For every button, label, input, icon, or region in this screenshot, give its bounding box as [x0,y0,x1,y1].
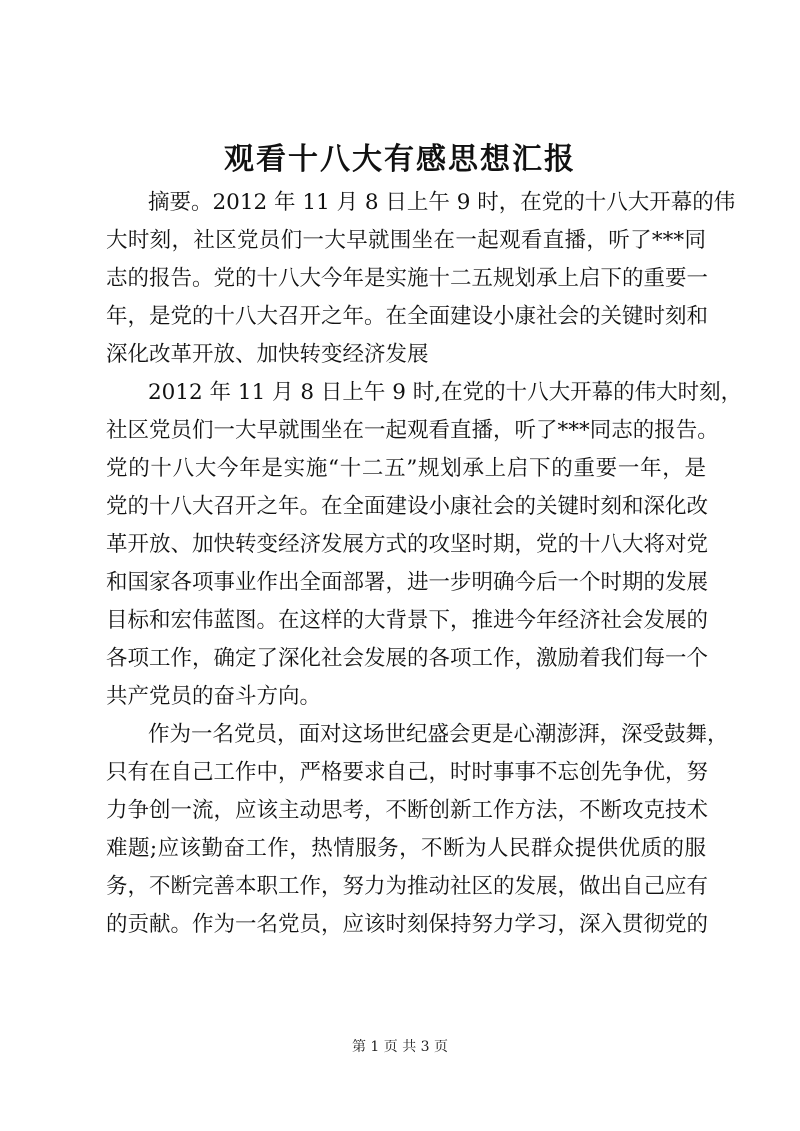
paragraph-abstract [106,184,736,374]
paragraph-main [106,374,743,716]
text-line: 目标和宏伟蓝图。在这样的大背景下，推进今年经济社会发展的 [106,608,709,633]
page-number-footer: 第 1 页 共 3 页 [351,1039,449,1055]
text-line: 年，是党的十八大召开之年。在全面建设小康社会的关键时刻和 [106,304,709,329]
text-line: 的贡献。作为一名党员，应该时刻保持努力学习，深入贯彻党的 [106,912,709,937]
document-title: 观看十八大有感思想汇报 [224,142,576,177]
text-line: 各项工作，确定了深化社会发展的各项工作，激励着我们每一个 [106,646,709,671]
text-line: 摘要。2012 年 11 月 8 日上午 9 时，在党的十八大开幕的伟 [148,190,736,215]
text-line: 只有在自己工作中，严格要求自己，时时事事不忘创先争优，努 [106,760,709,785]
text-line: 大时刻，社区党员们一大早就围坐在一起观看直播，听了***同 [106,228,706,253]
text-line: 党的十八大今年是实施“十二五”规划承上启下的重要一年，是 [106,456,706,481]
document-body [106,184,743,944]
paragraph-reflection [106,716,729,944]
text-line: 力争创一流，应该主动思考，不断创新工作方法，不断攻克技术 [106,798,709,823]
text-line: 作为一名党员，面对这场世纪盛会更是心潮澎湃，深受鼓舞， [148,722,729,747]
text-line: 务，不断完善本职工作，努力为推动社区的发展，做出自己应有 [106,874,709,899]
text-line: 志的报告。党的十八大今年是实施十二五规划承上启下的重要一 [106,266,709,291]
text-line: 难题;应该勤奋工作，热情服务，不断为人民群众提供优质的服 [106,836,706,861]
text-line: 深化改革开放、加快转变经济发展 [106,342,429,367]
text-line: 共产党员的奋斗方向。 [106,684,322,709]
text-line: 2012 年 11 月 8 日上午 9 时,在党的十八大开幕的伟大时刻， [148,380,743,405]
text-line: 革开放、加快转变经济发展方式的攻坚时期，党的十八大将对党 [106,532,709,557]
text-line: 和国家各项事业作出全面部署，进一步明确今后一个时期的发展 [106,570,709,595]
text-line: 社区党员们一大早就围坐在一起观看直播，听了***同志的报告。 [106,418,719,443]
text-line: 党的十八大召开之年。在全面建设小康社会的关键时刻和深化改 [106,494,709,519]
